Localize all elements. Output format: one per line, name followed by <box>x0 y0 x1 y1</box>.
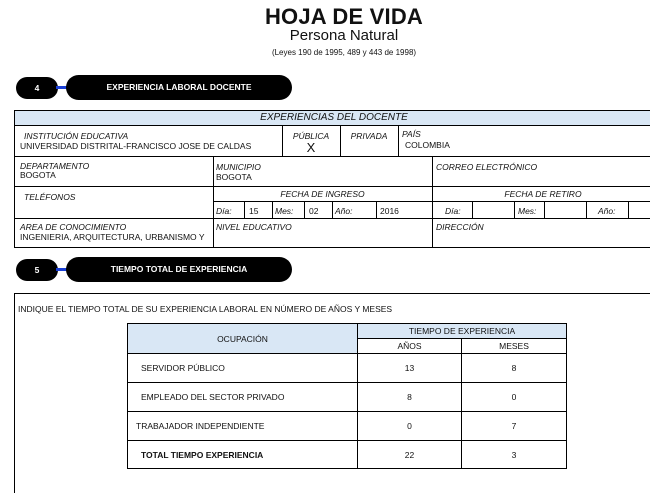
divider <box>586 201 587 219</box>
total-anos: 22 <box>404 449 415 460</box>
institucion-value[interactable]: UNIVERSIDAD DISTRITAL-FRANCISCO JOSE DE CALDAS <box>20 141 252 151</box>
experience-table-title: EXPERIENCIAS DEL DOCENTE <box>260 112 408 123</box>
ingreso-dia-label: Día: <box>216 206 232 216</box>
table-cell-meses[interactable] <box>461 353 567 383</box>
fecha-retiro-label: FECHA DE RETIRO <box>504 189 582 199</box>
divider <box>244 201 245 219</box>
divider <box>304 201 305 219</box>
row-independiente-meses: 7 <box>511 421 517 431</box>
divider <box>213 201 650 202</box>
col-anos-label: AÑOS <box>397 341 422 351</box>
telefonos-label: TELÉFONOS <box>24 192 76 202</box>
row-independiente-anos: 0 <box>407 421 412 431</box>
row-ubicacion <box>14 157 650 187</box>
table-cell-anos[interactable] <box>357 411 462 441</box>
divider <box>432 219 433 248</box>
section-4-title: EXPERIENCIA LABORAL DOCENTE <box>66 75 292 100</box>
row-privado-label: EMPLEADO DEL SECTOR PRIVADO <box>141 392 285 402</box>
retiro-ano-label: Año: <box>598 206 616 216</box>
area-label: AREA DE CONOCIMIENTO <box>20 222 127 232</box>
direccion-label: DIRECCIÓN <box>436 222 484 232</box>
publica-checkbox[interactable]: X <box>306 140 316 155</box>
row-servidor-label: SERVIDOR PÚBLICO <box>141 363 225 373</box>
table-cell-meses[interactable] <box>461 382 567 412</box>
section-5-number: 5 <box>16 259 58 281</box>
instruction-text: INDIQUE EL TIEMPO TOTAL DE SU EXPERIENCIA LABORAL EN NÚMERO DE AÑOS Y MESES <box>18 304 393 314</box>
row-privado-anos: 8 <box>407 392 412 402</box>
col-meses-header <box>461 338 567 354</box>
divider <box>213 157 214 187</box>
ingreso-ano-value[interactable]: 2016 <box>380 206 399 216</box>
page-subtitle: Persona Natural <box>289 27 399 44</box>
divider <box>272 201 273 219</box>
col-meses-label: MESES <box>499 341 529 351</box>
total-meses: 3 <box>511 449 517 460</box>
publica-label: PÚBLICA <box>292 131 330 141</box>
area-value[interactable]: INGENIERIA, ARQUITECTURA, URBANISMO Y <box>20 232 205 242</box>
divider <box>514 201 515 219</box>
table-cell-meses[interactable] <box>461 411 567 441</box>
row-independiente-label: TRABAJADOR INDEPENDIENTE <box>136 421 265 431</box>
page-title: HOJA DE VIDA <box>264 4 424 29</box>
pais-value[interactable]: COLOMBIA <box>405 140 450 150</box>
divider <box>332 201 333 219</box>
col-tiempo-header <box>357 323 567 339</box>
table-row-label <box>127 353 358 383</box>
table-cell-total-anos[interactable] <box>357 440 462 469</box>
total-label: TOTAL TIEMPO EXPERIENCIA <box>141 449 264 460</box>
divider <box>432 157 433 187</box>
table-cell-anos[interactable] <box>357 382 462 412</box>
col-ocupacion-header <box>127 323 358 354</box>
section-5-title: TIEMPO TOTAL DE EXPERIENCIA <box>66 257 292 282</box>
row-servidor-anos: 13 <box>404 363 415 373</box>
row-servidor-meses: 8 <box>511 363 517 373</box>
laws-reference: (Leyes 190 de 1995, 489 y 443 de 1998) <box>271 48 417 57</box>
municipio-value[interactable]: BOGOTA <box>216 172 252 182</box>
table-row-label <box>127 382 358 412</box>
retiro-dia-label: Día: <box>445 206 461 216</box>
section-4-number: 4 <box>16 77 58 99</box>
ingreso-mes-value[interactable]: 02 <box>309 206 319 216</box>
col-ocupacion-label: OCUPACIÓN <box>217 333 268 344</box>
fecha-ingreso-label: FECHA DE INGRESO <box>280 189 365 199</box>
divider <box>213 219 214 248</box>
col-anos-header <box>357 338 462 354</box>
ingreso-ano-label: Año: <box>335 206 353 216</box>
municipio-label: MUNICIPIO <box>216 162 261 172</box>
table-cell-anos[interactable] <box>357 353 462 383</box>
table-row-label <box>127 411 358 441</box>
pais-label: PAÍS <box>402 129 421 139</box>
departamento-label: DEPARTAMENTO <box>20 161 90 171</box>
divider <box>472 201 473 219</box>
divider <box>376 201 377 219</box>
retiro-mes-label: Mes: <box>518 206 537 216</box>
divider <box>544 201 545 219</box>
divider <box>628 201 629 219</box>
table-cell-total-meses[interactable] <box>461 440 567 469</box>
nivel-label: NIVEL EDUCATIVO <box>216 222 292 232</box>
institucion-label: INSTITUCIÓN EDUCATIVA <box>24 131 129 141</box>
privada-label: PRIVADA <box>350 131 388 141</box>
row-privado-meses: 0 <box>511 392 517 402</box>
ingreso-mes-label: Mes: <box>275 206 294 216</box>
correo-label: CORREO ELECTRÓNICO <box>436 162 538 172</box>
col-tiempo-label: TIEMPO DE EXPERIENCIA <box>408 326 516 336</box>
table-row-total-label <box>127 440 358 469</box>
ingreso-dia-value[interactable]: 15 <box>249 206 259 216</box>
divider <box>398 126 399 157</box>
departamento-value[interactable]: BOGOTA <box>20 170 56 180</box>
